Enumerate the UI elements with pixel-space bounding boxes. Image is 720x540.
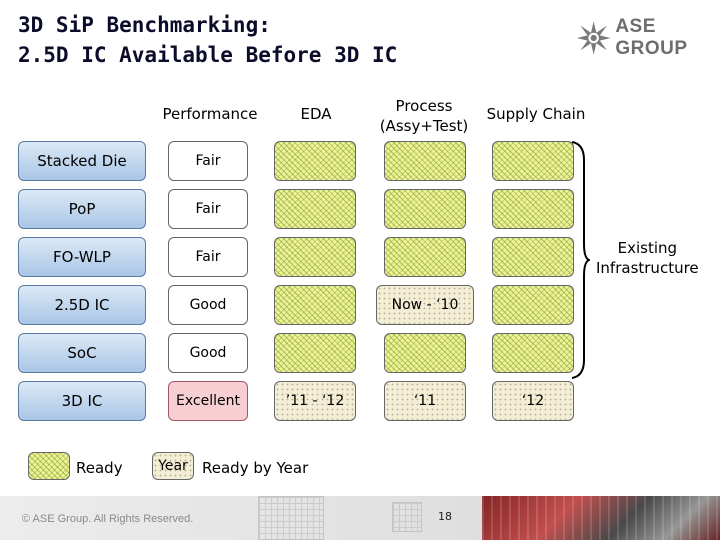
- eda-pop-cell: [274, 189, 356, 229]
- footer-circuit-decoration: [258, 496, 324, 540]
- legend-ready-by-year-label: Ready by Year: [202, 459, 309, 477]
- performance-stacked-die: Fair: [168, 141, 248, 181]
- column-header-performance: Performance: [162, 105, 258, 123]
- supply-fo-wlp-cell: [492, 237, 574, 277]
- supply-3d-ic-cell: ‘12: [492, 381, 574, 421]
- process-fo-wlp-cell: [384, 237, 466, 277]
- column-header-eda: EDA: [300, 105, 332, 123]
- column-header-process-line2: (Assy+Test): [379, 117, 469, 135]
- existing-infrastructure-label: [596, 238, 699, 278]
- row-label-soc: SoC: [18, 333, 146, 373]
- existing-infrastructure-bracket: [570, 140, 590, 380]
- process-2-5d-ic-cell: Now - ‘10: [376, 285, 474, 325]
- supply-2-5d-ic-cell: [492, 285, 574, 325]
- legend-ready-swatch: [28, 452, 70, 480]
- supply-stacked-die-cell: [492, 141, 574, 181]
- row-label-2-5d-ic: 2.5D IC: [18, 285, 146, 325]
- logo-text: ASE GROUP: [615, 16, 688, 59]
- eda-stacked-die-cell: [274, 141, 356, 181]
- row-label-stacked-die: Stacked Die: [18, 141, 146, 181]
- legend-year-swatch: Year: [152, 452, 194, 480]
- process-stacked-die-cell: [384, 141, 466, 181]
- process-3d-ic-cell: ‘11: [384, 381, 466, 421]
- footer-bar: [0, 496, 720, 540]
- column-header-process: [366, 96, 482, 136]
- eda-fo-wlp-cell: [274, 237, 356, 277]
- performance-2-5d-ic: Good: [168, 285, 248, 325]
- eda-soc-cell: [274, 333, 356, 373]
- title-line-2: 2.5D IC Available Before 3D IC: [18, 43, 398, 67]
- footer-chip-photo: [482, 496, 720, 540]
- performance-soc: Good: [168, 333, 248, 373]
- copyright-text: © ASE Group. All Rights Reserved.: [22, 513, 194, 525]
- existing-line-2: Infrastructure: [596, 259, 699, 277]
- eda-3d-ic-cell: ’11 - ‘12: [274, 381, 356, 421]
- eda-2-5d-ic-cell: [274, 285, 356, 325]
- process-soc-cell: [384, 333, 466, 373]
- column-header-process-line1: Process: [395, 97, 453, 115]
- slide-title: [18, 10, 397, 70]
- page-number: 18: [438, 510, 452, 523]
- ase-group-logo: [576, 16, 720, 60]
- row-label-3d-ic: 3D IC: [18, 381, 146, 421]
- supply-pop-cell: [492, 189, 574, 229]
- supply-soc-cell: [492, 333, 574, 373]
- title-line-1: 3D SiP Benchmarking:: [18, 13, 271, 37]
- performance-pop: Fair: [168, 189, 248, 229]
- performance-3d-ic: Excellent: [168, 381, 248, 421]
- ase-starburst-icon: [576, 18, 611, 58]
- performance-fo-wlp: Fair: [168, 237, 248, 277]
- column-header-supply-chain: Supply Chain: [486, 105, 586, 123]
- existing-line-1: Existing: [617, 239, 678, 257]
- footer-chip-decoration: [392, 502, 422, 532]
- process-pop-cell: [384, 189, 466, 229]
- legend-ready-label: Ready: [76, 459, 123, 477]
- row-label-pop: PoP: [18, 189, 146, 229]
- row-label-fo-wlp: FO-WLP: [18, 237, 146, 277]
